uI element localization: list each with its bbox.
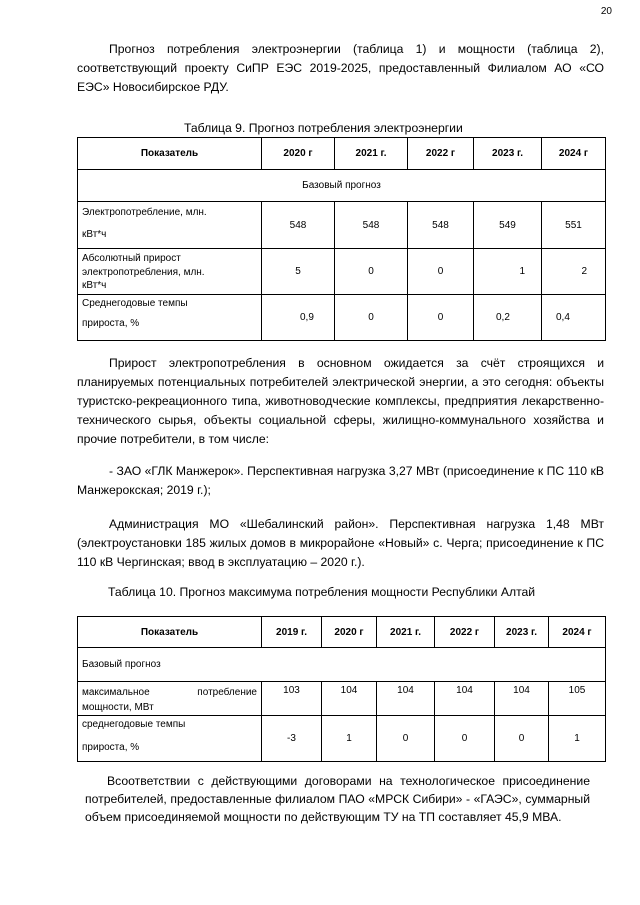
table9-section: Базовый прогноз: [78, 170, 606, 202]
row-label: [78, 682, 262, 716]
cell: 0,9: [262, 295, 335, 341]
cell: 0: [335, 295, 408, 341]
table-row: [78, 682, 606, 716]
table9-header: 2023 г.: [474, 138, 542, 170]
table-row: [78, 202, 606, 249]
cell: 5: [262, 249, 335, 295]
cell: 0: [495, 716, 549, 762]
cell: 548: [262, 202, 335, 249]
table10-header: 2022 г: [435, 617, 495, 648]
item-manzherok: - ЗАО «ГЛК Манжерок». Перспективная нагрузка 3,27 МВт (присоединение к ПС 110 кВ Манжерокская; 2019 г.);: [77, 464, 604, 497]
table10-header: 2020 г: [322, 617, 377, 648]
table-row: [78, 249, 606, 295]
table9-header: 2021 г.: [335, 138, 408, 170]
cell: 548: [335, 202, 408, 249]
row-label-line2: мощности, МВт: [82, 702, 154, 713]
cell: 0: [377, 716, 435, 762]
row-label-line1: Среднегодовые темпы: [82, 298, 188, 309]
cell: 1: [322, 716, 377, 762]
table9-section-row: [78, 170, 606, 202]
row-label: [78, 249, 262, 295]
page-number: 20: [600, 6, 612, 17]
table-row: [78, 716, 606, 762]
cell: 104: [322, 682, 377, 716]
item-shebalinsky: Администрация МО «Шебалинский район». Перспективная нагрузка 1,48 МВт (электроустановки 185 жилых домов в микрорайоне «Новый» с. Черга; присоединение к ПС 110 кВ Чергинская; ввод в эксплуатацию – 2020 г.).: [77, 517, 604, 569]
growth-paragraph: Прирост электропотребления в основном ожидается за счёт строящихся и планируемых потенциальных потребителей электрической энергии, а это сегодня: объекты туристско-рекреационного типа, животноводческие комплексы, предприятия лекарственно-технического сырья, объекты социальной сферы, жилищно-коммунального хозяйства и прочие потребители, в том числе:: [77, 356, 604, 446]
row-label: [78, 295, 262, 341]
table10-caption: Таблица 10. Прогноз максимума потребления мощности Республики Алтай: [108, 585, 536, 599]
row-label: [78, 716, 262, 762]
table-row: [78, 295, 606, 341]
cell: 549: [474, 202, 542, 249]
cell: 1: [474, 249, 542, 295]
row-label-line2: кВт*ч: [82, 280, 107, 291]
table9-header: Показатель: [78, 138, 262, 170]
row-label-line1: среднегодовые темпы: [82, 719, 186, 730]
intro-paragraph: Прогноз потребления электроэнергии (таблица 1) и мощности (таблица 2), соответствующий проекту СиПР ЕЭС 2019-2025, предоставленный Филиалом АО «СО ЕЭС» Новосибирское РДУ.: [77, 42, 604, 94]
cell: 1: [549, 716, 606, 762]
table10-header: Показатель: [78, 617, 262, 648]
cell: 0,2: [474, 295, 542, 341]
cell: 104: [377, 682, 435, 716]
table9-header: 2020 г: [262, 138, 335, 170]
table10: [77, 616, 606, 762]
cell: 0: [408, 295, 474, 341]
row-label-line1: максимальное потребление: [82, 687, 257, 698]
row-label-line2: кВт*ч: [82, 229, 107, 240]
table9-header: 2024 г: [542, 138, 606, 170]
cell: 104: [435, 682, 495, 716]
row-label-line2: прироста, %: [82, 742, 140, 753]
table10-header: 2019 г.: [262, 617, 322, 648]
row-label-line1: Электропотребление, млн.: [82, 207, 207, 218]
table10-header: 2024 г: [549, 617, 606, 648]
cell: 548: [408, 202, 474, 249]
cell: 0: [435, 716, 495, 762]
table9-header-row: [78, 138, 606, 170]
final-paragraph: Всоответствии с действующими договорами на технологическое присоединение потребителей, предоставленные филиалом ПАО «МРСК Сибири» - «ГАЭС», суммарный объем присоединяемой мощности по действующим ТУ на ТП составляет 45,9 МВА.: [85, 774, 590, 824]
row-label: [78, 202, 262, 249]
row-label-line2: прироста, %: [82, 318, 140, 329]
cell: 104: [495, 682, 549, 716]
cell: 551: [542, 202, 606, 249]
cell: 0,4: [542, 295, 606, 341]
cell: -3: [262, 716, 322, 762]
table10-section: Базовый прогноз: [78, 648, 606, 682]
table9-caption: Таблица 9. Прогноз потребления электроэнергии: [184, 121, 463, 135]
table10-header-row: [78, 617, 606, 648]
table10-header: 2021 г.: [377, 617, 435, 648]
table10-header: 2023 г.: [495, 617, 549, 648]
cell: 0: [408, 249, 474, 295]
table9-header: 2022 г: [408, 138, 474, 170]
cell: 105: [549, 682, 606, 716]
table9: [77, 137, 606, 341]
cell: 103: [262, 682, 322, 716]
table10-section-row: [78, 648, 606, 682]
cell: 2: [542, 249, 606, 295]
cell: 0: [335, 249, 408, 295]
row-label-line1: Абсолютный прирост электропотребления, млн.: [82, 253, 205, 278]
